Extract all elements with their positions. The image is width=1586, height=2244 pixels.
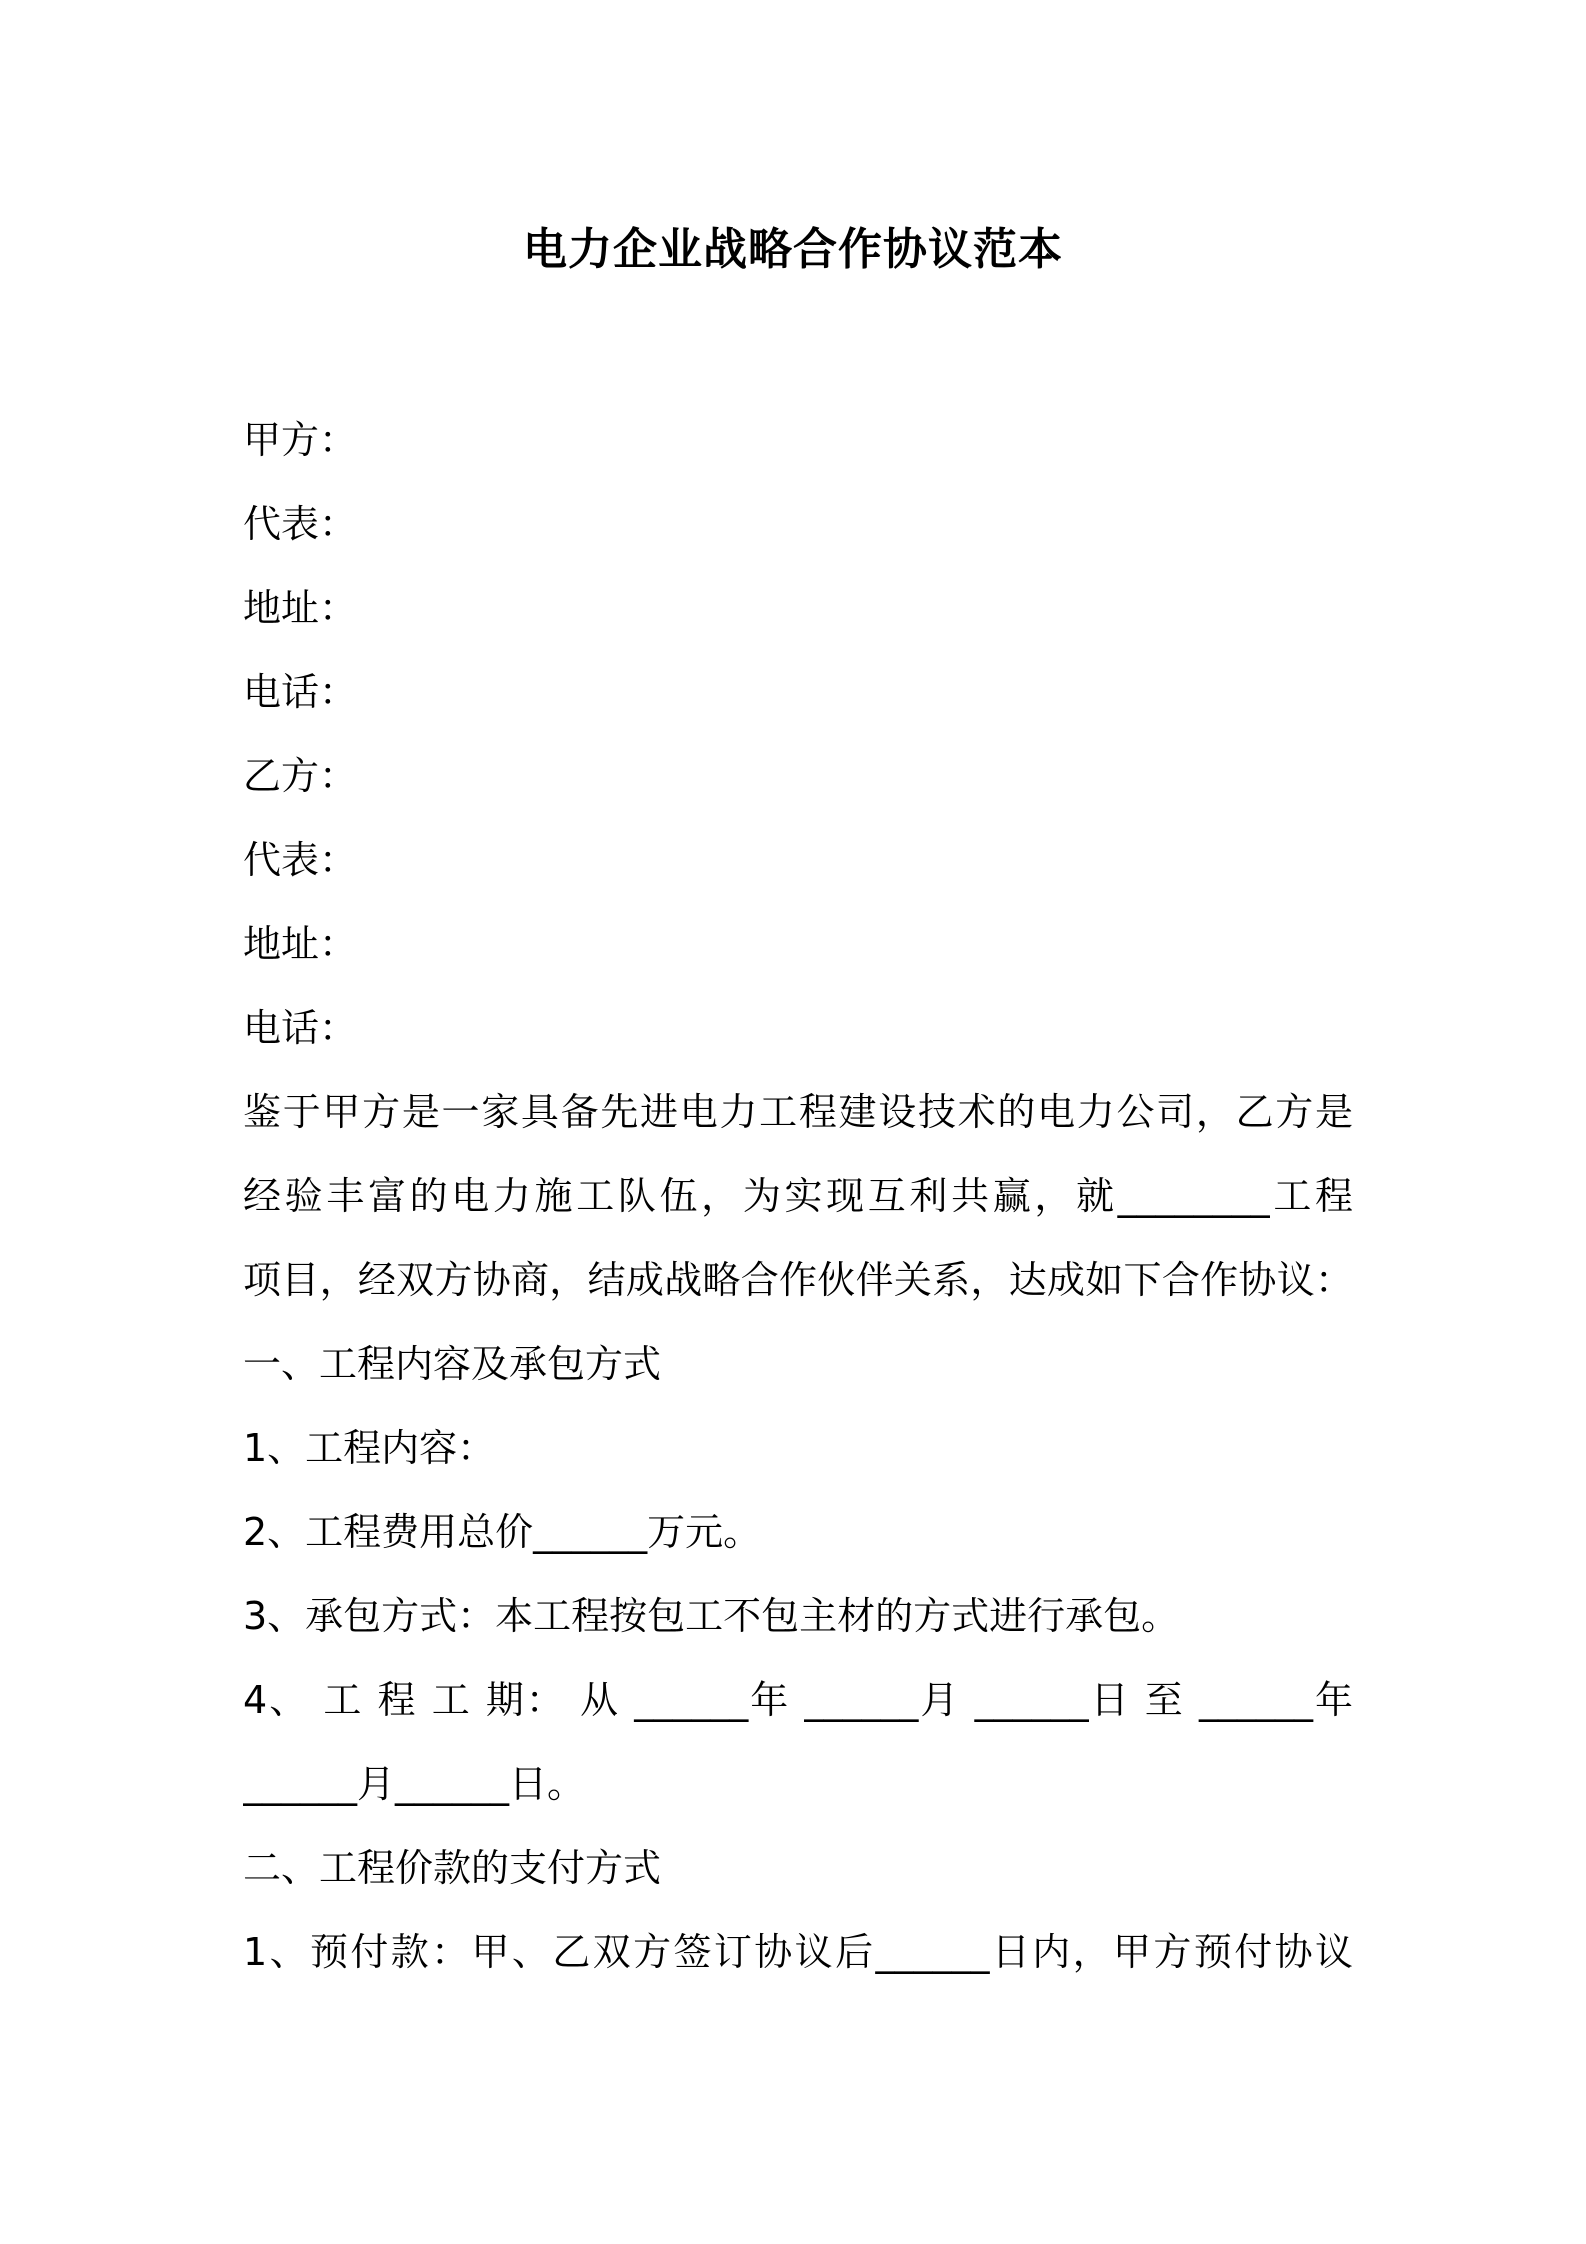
section-1-item-4-line-2: ______月______日。: [243, 1762, 586, 1806]
party-b-name-label: 乙方：: [243, 754, 358, 798]
section-1-item-3: 3、承包方式：本工程按包工不包主材的方式进行承包。: [243, 1594, 1180, 1638]
section-1-heading: 一、工程内容及承包方式: [243, 1342, 662, 1386]
party-a-representative-label: 代表：: [243, 502, 358, 546]
party-a-name-label: 甲方：: [243, 418, 358, 462]
section-1-item-2: 2、工程费用总价______万元。: [243, 1510, 762, 1554]
section-1-item-1: 1、工程内容：: [243, 1426, 496, 1470]
section-2-heading: 二、工程价款的支付方式: [243, 1846, 662, 1890]
party-a-address-label: 地址：: [243, 586, 358, 630]
intro-paragraph-line: 经验丰富的电力施工队伍，为实现互利共赢，就________工程: [243, 1174, 1353, 1218]
party-a-phone-label: 电话：: [243, 670, 358, 714]
party-b-representative-label: 代表：: [243, 838, 358, 882]
intro-paragraph-line: 鉴于甲方是一家具备先进电力工程建设技术的电力公司，乙方是: [243, 1090, 1353, 1134]
party-b-address-label: 地址：: [243, 922, 358, 966]
intro-paragraph-line: 项目，经双方协商，结成战略合作伙伴关系，达成如下合作协议：: [243, 1258, 1353, 1302]
document-title: 电力企业战略合作协议范本: [523, 224, 1063, 275]
party-b-phone-label: 电话：: [243, 1006, 358, 1050]
section-1-item-4-line-1: 4、 工 程 工 期： 从 ______年 ______月 ______日 至 ______年: [243, 1678, 1353, 1722]
section-2-item-1: 1、预付款：甲、乙双方签订协议后______日内，甲方预付协议: [243, 1930, 1353, 1974]
document-body: [243, 398, 1353, 1994]
